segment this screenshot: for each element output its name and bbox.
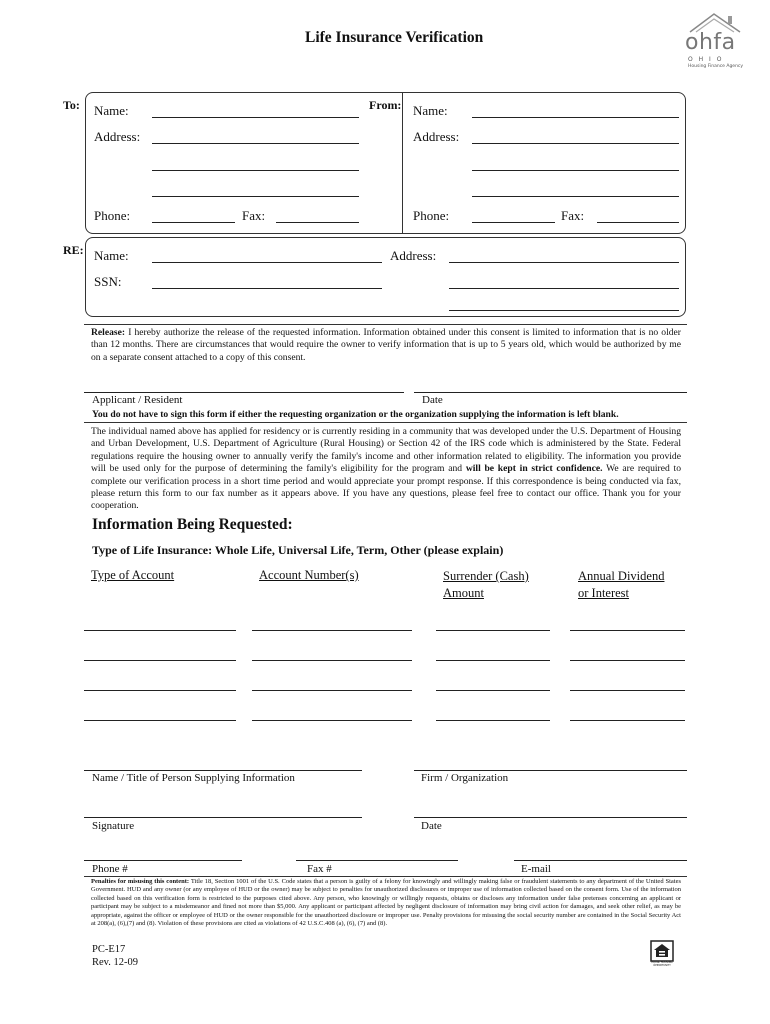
from-phone-label: Phone: — [413, 208, 450, 223]
to-name-label: Name: — [94, 103, 129, 118]
phone-label: Phone # — [92, 863, 128, 875]
signature-label: Signature — [92, 820, 135, 832]
penalties-text — [91, 878, 681, 928]
page-title: Life Insurance Verification — [305, 29, 484, 46]
insurance-type-line: Type of Life Insurance: Whole Life, Universal Life, Term, Other (please explain) — [92, 543, 504, 557]
re-ssn-field[interactable] — [152, 288, 382, 289]
re-address-field-2[interactable] — [449, 288, 679, 289]
date-line[interactable] — [414, 817, 687, 818]
re-address-field-3[interactable] — [449, 310, 679, 311]
re-label: RE: — [63, 243, 84, 257]
from-address-field-1[interactable] — [472, 143, 679, 144]
from-address-field-2[interactable] — [472, 170, 679, 171]
to-phone-label: Phone: — [94, 208, 131, 223]
date-label: Date — [421, 820, 442, 832]
row1-dividend-field[interactable] — [570, 630, 685, 631]
penalties-body: Title 18, Section 1001 of the U.S. Code states that a person is guilty of a felony for knowingly and willingly making false or fraudulent statements to any department of the United States Government. HUD and any owner (or any employee of HUD or the owner) may be subject to penalties for unauthorized disclosures or improper use of information collected based on the consent form. Use of the information collected based on this verification form is restricted to the purposes cited above. Any person, who knowingly or willingly requests, obtains or discloses any information under false pretenses concerning an applicant or participant may be subject to a misdemeanor and fined not more than $5,000. Any applicant or participant affected by negligent disclosure of information may bring civil action for damages, and seek other relief, as may be appropriate, against the officer or employee of HUD or the owner responsible for the unauthorized disclosure or improper use. Penalty provisions for misusing the social security number are contained in the Social Security Act at 208(a), (6),(7) and (8). Violation of these provisions are cited as violations of 42 U.S.C.408 (a), (6), (7) and (8). — [91, 878, 681, 928]
row4-surrender-field[interactable] — [436, 720, 550, 721]
logo-wordmark: ohfa — [685, 30, 736, 55]
re-ssn-label: SSN: — [94, 274, 122, 289]
from-label: From: — [369, 98, 402, 112]
from-address-field-3[interactable] — [472, 196, 679, 197]
logo-state: O H I O — [688, 56, 724, 63]
applicant-date-line[interactable] — [414, 392, 687, 393]
body-text-part1: The individual named above has applied for residency or is currently residing in a community that was developed under the U.S. Department of Housing and Urban Development, U.S. Department of Agriculture (Rural Housing) or Section 42 of the IRS code which is administered by the State. Federal regulations require the housing owner to annually verify the family's income and other information related to eligibility. The information you provide will be used only for the purpose of determining the family's eligibility for the program and — [91, 426, 681, 475]
to-fax-label: Fax: — [242, 208, 266, 223]
from-fax-field[interactable] — [597, 222, 679, 223]
re-address-label: Address: — [390, 248, 437, 263]
applicant-label: Applicant / Resident — [92, 394, 183, 406]
body-text-part2: We are required to complete our verification process in a short time period and would appreciate your prompt response. If this correspondence is being conducted via fax, please return this form to our fax number as it appears above. If you have any questions, please feel free to contact our office. Thank you for your cooperation. — [91, 463, 681, 512]
equal-housing-icon — [650, 940, 674, 966]
email-line[interactable] — [514, 860, 687, 861]
revision: Rev. 12-09 — [92, 957, 138, 968]
logo-agency: Housing Finance Agency — [688, 64, 744, 69]
re-name-label: Name: — [94, 248, 129, 263]
to-name-field[interactable] — [152, 117, 359, 118]
row2-account-field[interactable] — [252, 660, 412, 661]
release-rule — [84, 324, 687, 325]
col-type-of-account: Type of Account — [91, 568, 175, 582]
to-phone-field[interactable] — [152, 222, 235, 223]
applicant-signature-line[interactable] — [84, 392, 404, 393]
phone-line[interactable] — [84, 860, 242, 861]
to-label: To: — [63, 98, 80, 112]
row2-surrender-field[interactable] — [436, 660, 550, 661]
row4-dividend-field[interactable] — [570, 720, 685, 721]
re-address-field-1[interactable] — [449, 262, 679, 263]
col-dividend-2: or Interest — [578, 586, 630, 600]
equal-housing-text: EQUAL HOUSING OPPORTUNITY — [651, 961, 673, 967]
row3-dividend-field[interactable] — [570, 690, 685, 691]
to-from-divider — [402, 92, 403, 234]
row4-type-field[interactable] — [84, 720, 236, 721]
col-account-numbers: Account Number(s) — [259, 568, 359, 582]
name-title-label: Name / Title of Person Supplying Information — [92, 772, 295, 784]
penalties-lead: Penalties for misusing this content: — [91, 878, 190, 885]
row1-account-field[interactable] — [252, 630, 412, 631]
to-from-box — [85, 92, 686, 234]
from-phone-field[interactable] — [472, 222, 555, 223]
row2-dividend-field[interactable] — [570, 660, 685, 661]
to-address-label: Address: — [94, 129, 141, 144]
to-address-field-2[interactable] — [152, 170, 359, 171]
signature-line[interactable] — [84, 817, 362, 818]
to-fax-field[interactable] — [276, 222, 359, 223]
row3-type-field[interactable] — [84, 690, 236, 691]
re-name-field[interactable] — [152, 262, 382, 263]
release-text — [91, 327, 681, 364]
row1-surrender-field[interactable] — [436, 630, 550, 631]
row1-type-field[interactable] — [84, 630, 236, 631]
body-paragraph — [91, 426, 681, 513]
info-heading: Information Being Requested: — [92, 516, 293, 533]
row3-account-field[interactable] — [252, 690, 412, 691]
to-address-field-3[interactable] — [152, 196, 359, 197]
from-address-label: Address: — [413, 129, 460, 144]
from-fax-label: Fax: — [561, 208, 585, 223]
release-lead: Release: — [91, 327, 126, 338]
name-title-line[interactable] — [84, 770, 362, 771]
notice-rule — [84, 422, 687, 423]
row4-account-field[interactable] — [252, 720, 412, 721]
re-box — [85, 237, 686, 317]
from-name-label: Name: — [413, 103, 448, 118]
penalties-rule — [84, 876, 687, 877]
from-name-field[interactable] — [472, 117, 679, 118]
firm-line[interactable] — [414, 770, 687, 771]
row2-type-field[interactable] — [84, 660, 236, 661]
email-label: E-mail — [521, 863, 551, 875]
to-address-field-1[interactable] — [152, 143, 359, 144]
form-code: PC-E17 — [92, 944, 126, 955]
row3-surrender-field[interactable] — [436, 690, 550, 691]
col-dividend-1: Annual Dividend — [578, 569, 665, 583]
ohfa-logo — [680, 10, 750, 68]
firm-label: Firm / Organization — [421, 772, 509, 784]
no-sign-notice: You do not have to sign this form if either the requesting organization or the organization supplying the information is left blank. — [92, 409, 619, 420]
col-surrender-2: Amount — [443, 586, 484, 600]
fax-line[interactable] — [296, 860, 458, 861]
col-surrender-1: Surrender (Cash) — [443, 569, 529, 583]
applicant-date-label: Date — [422, 394, 443, 406]
fax-label: Fax # — [307, 863, 332, 875]
release-body: I hereby authorize the release of the requested information. Information obtained under this consent is limited to information that is no older than 12 months. There are circumstances that would require the owner to verify information that is up to 5 years old, which would be authorized by me on a separate consent attached to a copy of this consent. — [91, 327, 681, 363]
body-text-bold: will be kept in strict confidence. — [465, 463, 603, 475]
